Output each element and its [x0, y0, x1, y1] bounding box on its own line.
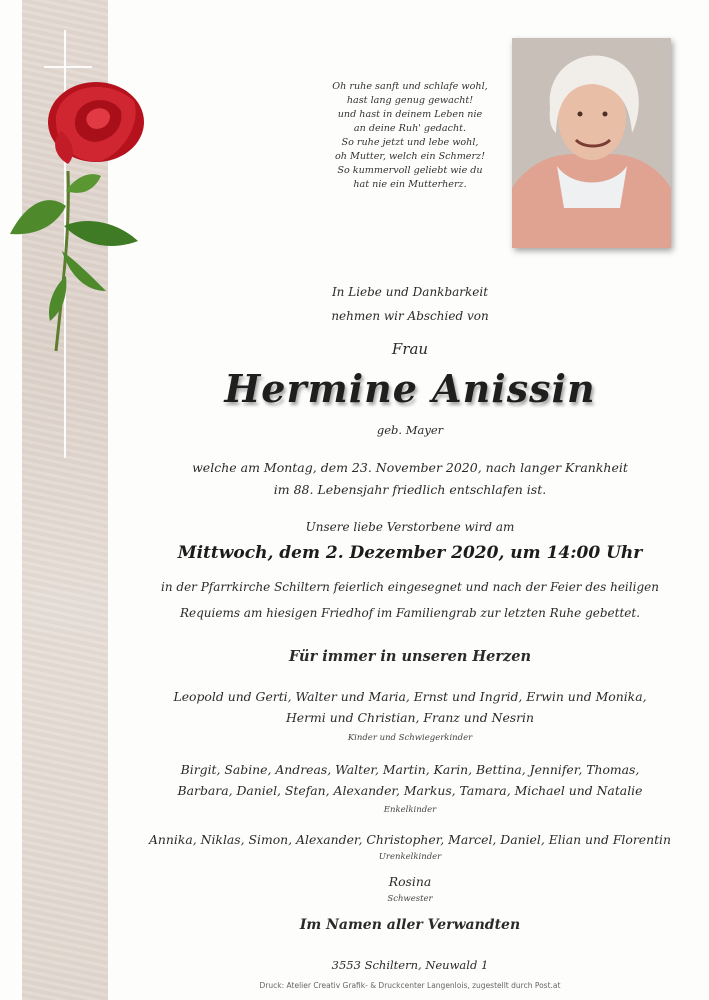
closing-line: Im Namen aller Verwandten [299, 917, 521, 933]
funeral-line: Requiems am hiesigen Friedhof im Familiengrab zur letzten Ruhe gebettet. [179, 606, 641, 620]
maiden-name: geb. Mayer [376, 423, 444, 437]
salutation: Frau [391, 340, 429, 358]
poem-line: oh Mutter, welch ein Schmerz! [335, 151, 485, 162]
intro [130, 280, 690, 328]
great-grandchildren-names [130, 829, 690, 850]
family-line: Barbara, Daniel, Stefan, Alexander, Markus, Tamara, Michael und Natalie [177, 783, 643, 798]
cross-horizontal-bar [44, 66, 92, 68]
relation-label: Urenkelkinder [378, 852, 442, 862]
death-line: im 88. Lebensjahr friedlich entschlafen ist. [273, 482, 547, 497]
address: 3553 Schiltern, Neuwald 1 [331, 958, 489, 972]
relation-label: Schwester [387, 894, 433, 904]
poem-line: an deine Ruh' gedacht. [353, 123, 467, 134]
poem-line: hast lang genug gewacht! [346, 95, 474, 106]
funeral-date: Mittwoch, dem 2. Dezember 2020, um 14:00 Uhr [177, 543, 643, 563]
intro-line: nehmen wir Abschied von [331, 309, 489, 323]
poem-line: Oh ruhe sanft und schlafe wohl, [332, 81, 488, 92]
family-line: Hermi und Christian, Franz und Nesrin [285, 710, 535, 725]
poem-line: So ruhe jetzt und lebe wohl, [341, 137, 479, 148]
children-names [130, 686, 690, 728]
relation-label: Kinder und Schwiegerkinder [347, 733, 473, 743]
portrait-illustration [512, 38, 671, 248]
family-line: Rosina [388, 874, 432, 889]
grandchildren-names [130, 759, 690, 801]
family-line: Leopold und Gerti, Walter und Maria, Ernst und Ingrid, Erwin und Monika, [173, 689, 647, 704]
deceased-name: Hermine Anissin [224, 366, 596, 411]
poem-line: So kummervoll geliebt wie du [337, 165, 483, 176]
family-line: Birgit, Sabine, Andreas, Walter, Martin, Karin, Bettina, Jennifer, Thomas, [180, 762, 640, 777]
memorial-heading: Für immer in unseren Herzen [289, 648, 531, 665]
funeral-intro: Unsere liebe Verstorbene wird am [305, 520, 515, 534]
portrait-photo [512, 38, 671, 248]
rose-icon [6, 76, 146, 356]
family-line: Annika, Niklas, Simon, Alexander, Christopher, Marcel, Daniel, Elian und Florentin [148, 832, 672, 847]
funeral-line: in der Pfarrkirche Schiltern feierlich eingesegnet und nach der Feier des heiligen [161, 580, 659, 594]
printer-credit: Druck: Atelier Creativ Grafik- & Druckcenter Langenlois, zugestellt durch Post.at [259, 981, 561, 990]
death-line: welche am Montag, dem 23. November 2020, nach langer Krankheit [192, 460, 628, 475]
death-notice [130, 457, 690, 501]
funeral-details [130, 574, 690, 626]
poem-line: und hast in deinem Leben nie [337, 109, 483, 120]
relation-label: Enkelkinder [383, 805, 437, 815]
sister-name [130, 871, 690, 892]
intro-line: In Liebe und Dankbarkeit [331, 285, 489, 299]
poem-line: hat nie ein Mutterherz. [353, 179, 467, 190]
poem [300, 80, 520, 192]
